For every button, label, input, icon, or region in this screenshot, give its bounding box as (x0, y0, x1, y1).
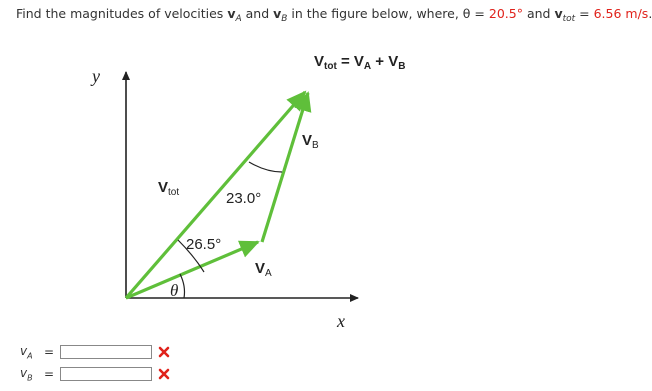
vb-input[interactable] (60, 367, 152, 381)
va-input[interactable] (60, 345, 152, 359)
y-axis-label: y (92, 66, 100, 86)
answer-row-vb: $v_B$ = (20, 366, 170, 382)
vb-label: $V_B$ (302, 132, 319, 151)
vtot-value: 6.56 m/s (593, 6, 649, 21)
theta-label: θ (170, 281, 179, 300)
incorrect-icon (158, 346, 170, 358)
theta-value: 20.5° (488, 6, 523, 21)
vtot-label: $V_{tot}$ (158, 179, 180, 198)
va-label: $V_A$ (255, 260, 272, 279)
incorrect-icon (158, 368, 170, 380)
angle-arc-theta (180, 274, 185, 298)
question-text: Find the magnitudes of velocities $v_A$ and $v_B$ in the figure below, where, θ = 20.5° and $v_{tot} = 6.56$ m/s. (16, 6, 652, 24)
equation-label: $V_{tot} = V_A + V_B$ (314, 53, 406, 72)
answer-row-va: $v_A$ = (20, 344, 170, 360)
x-axis-label: x (337, 311, 345, 331)
angle-top-label: 23.0° (226, 190, 262, 207)
angle-mid-label: 26.5° (186, 236, 222, 253)
angle-arc-top (249, 162, 282, 172)
